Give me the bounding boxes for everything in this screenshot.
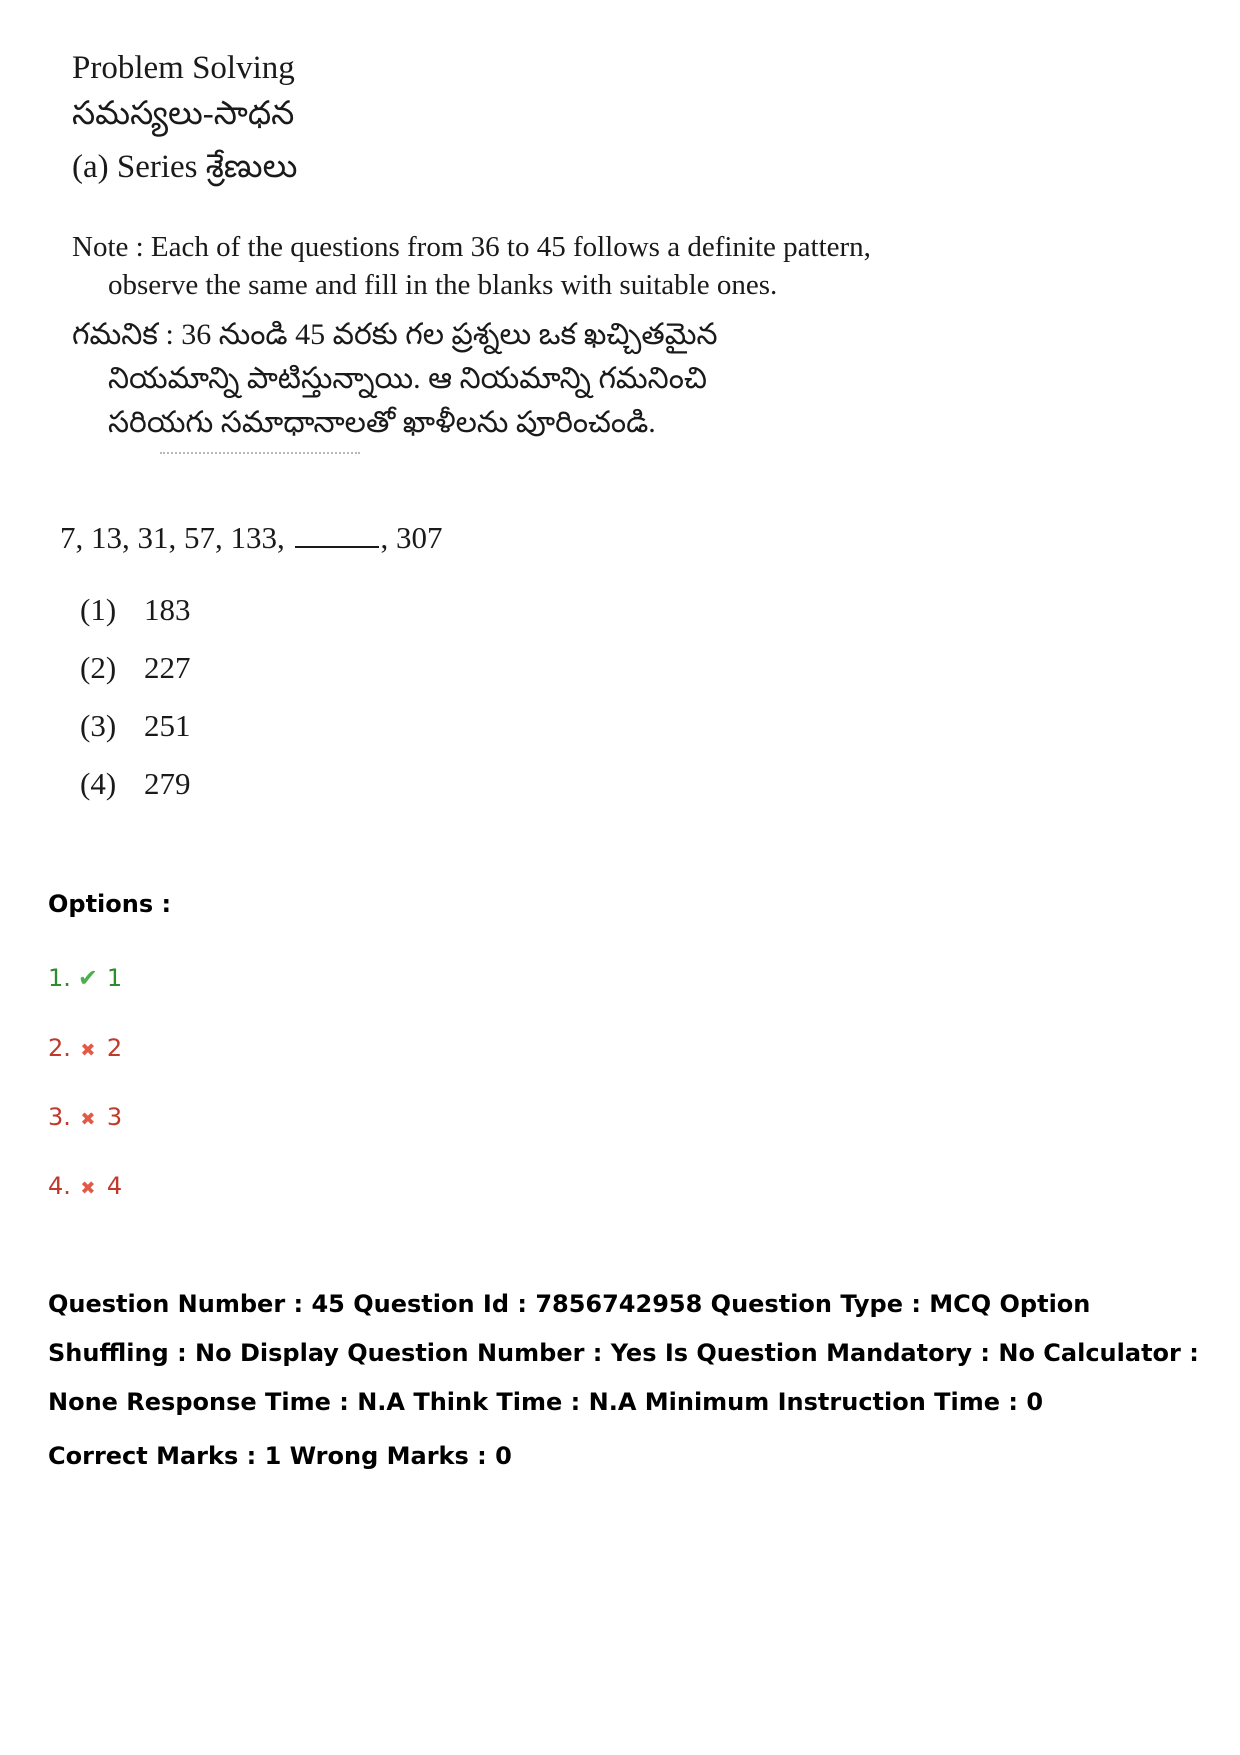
option-label: 4: [106, 1172, 123, 1200]
series-before-blank: 7, 13, 31, 57, 133,: [60, 520, 285, 555]
section-heading: Problem Solving: [72, 50, 295, 86]
option-index: 1.: [48, 964, 71, 992]
question-image: [60, 40, 940, 460]
marks-info: Correct Marks : 1 Wrong Marks : 0: [48, 1442, 512, 1470]
option-3: [48, 1103, 122, 1131]
number-series: [60, 520, 443, 556]
choice-number: (1): [80, 592, 117, 627]
option-label: 3: [106, 1103, 123, 1131]
series-blank: [295, 524, 379, 548]
section-heading-telugu: సమస్యలు-సాధన: [72, 96, 295, 132]
option-index: 4.: [48, 1172, 71, 1200]
choice-3: [80, 708, 191, 744]
option-label: 1: [106, 964, 123, 992]
series-after-blank: , 307: [380, 520, 443, 555]
check-icon: ✔: [77, 964, 98, 992]
choice-number: (3): [80, 708, 117, 743]
question-metadata: Question Number : 45 Question Id : 7856742958 Question Type : MCQ Option Shuffling : No Display Question Number : Yes Is Question Mandatory : No Calculator : None Response Time : N.A Think Time : N.A Minimum Instruction Time : 0: [48, 1290, 1199, 1416]
options-title: Options :: [48, 890, 172, 918]
choice-value: 251: [144, 708, 191, 743]
cross-icon: ✖: [80, 1178, 96, 1199]
note-telugu-line-3: సరియగు సమాధానాలతో ఖాళీలను పూరించండి.: [108, 406, 656, 439]
choice-2: [80, 650, 191, 686]
option-2: [48, 1034, 122, 1062]
subsection-heading: (a) Series శ్రేణులు: [72, 149, 298, 185]
note-telugu-line-2: నియమాన్ని పాటిస్తున్నాయి. ఆ నియమాన్ని గమనించి: [108, 362, 707, 395]
choice-number: (2): [80, 650, 117, 685]
cross-icon: ✖: [80, 1040, 96, 1061]
option-index: 3.: [48, 1103, 71, 1131]
option-1: [48, 964, 122, 992]
option-label: 2: [106, 1034, 123, 1062]
cross-icon: ✖: [80, 1109, 96, 1130]
choice-number: (4): [80, 766, 117, 801]
note-line-2: observe the same and fill in the blanks with suitable ones.: [108, 269, 778, 301]
choice-value: 279: [144, 766, 191, 801]
choice-value: 227: [144, 650, 191, 685]
note-line-1: Note : Each of the questions from 36 to 45 follows a definite pattern,: [72, 231, 871, 263]
option-4: [48, 1172, 122, 1200]
note-telugu-line-1: గమనిక : 36 నుండి 45 వరకు గల ప్రశ్నలు ఒక ఖచ్చితమైన: [72, 318, 718, 351]
choice-1: [80, 592, 191, 628]
scan-crop-edge: [160, 452, 360, 457]
choice-value: 183: [144, 592, 191, 627]
choice-4: [80, 766, 191, 802]
option-index: 2.: [48, 1034, 71, 1062]
